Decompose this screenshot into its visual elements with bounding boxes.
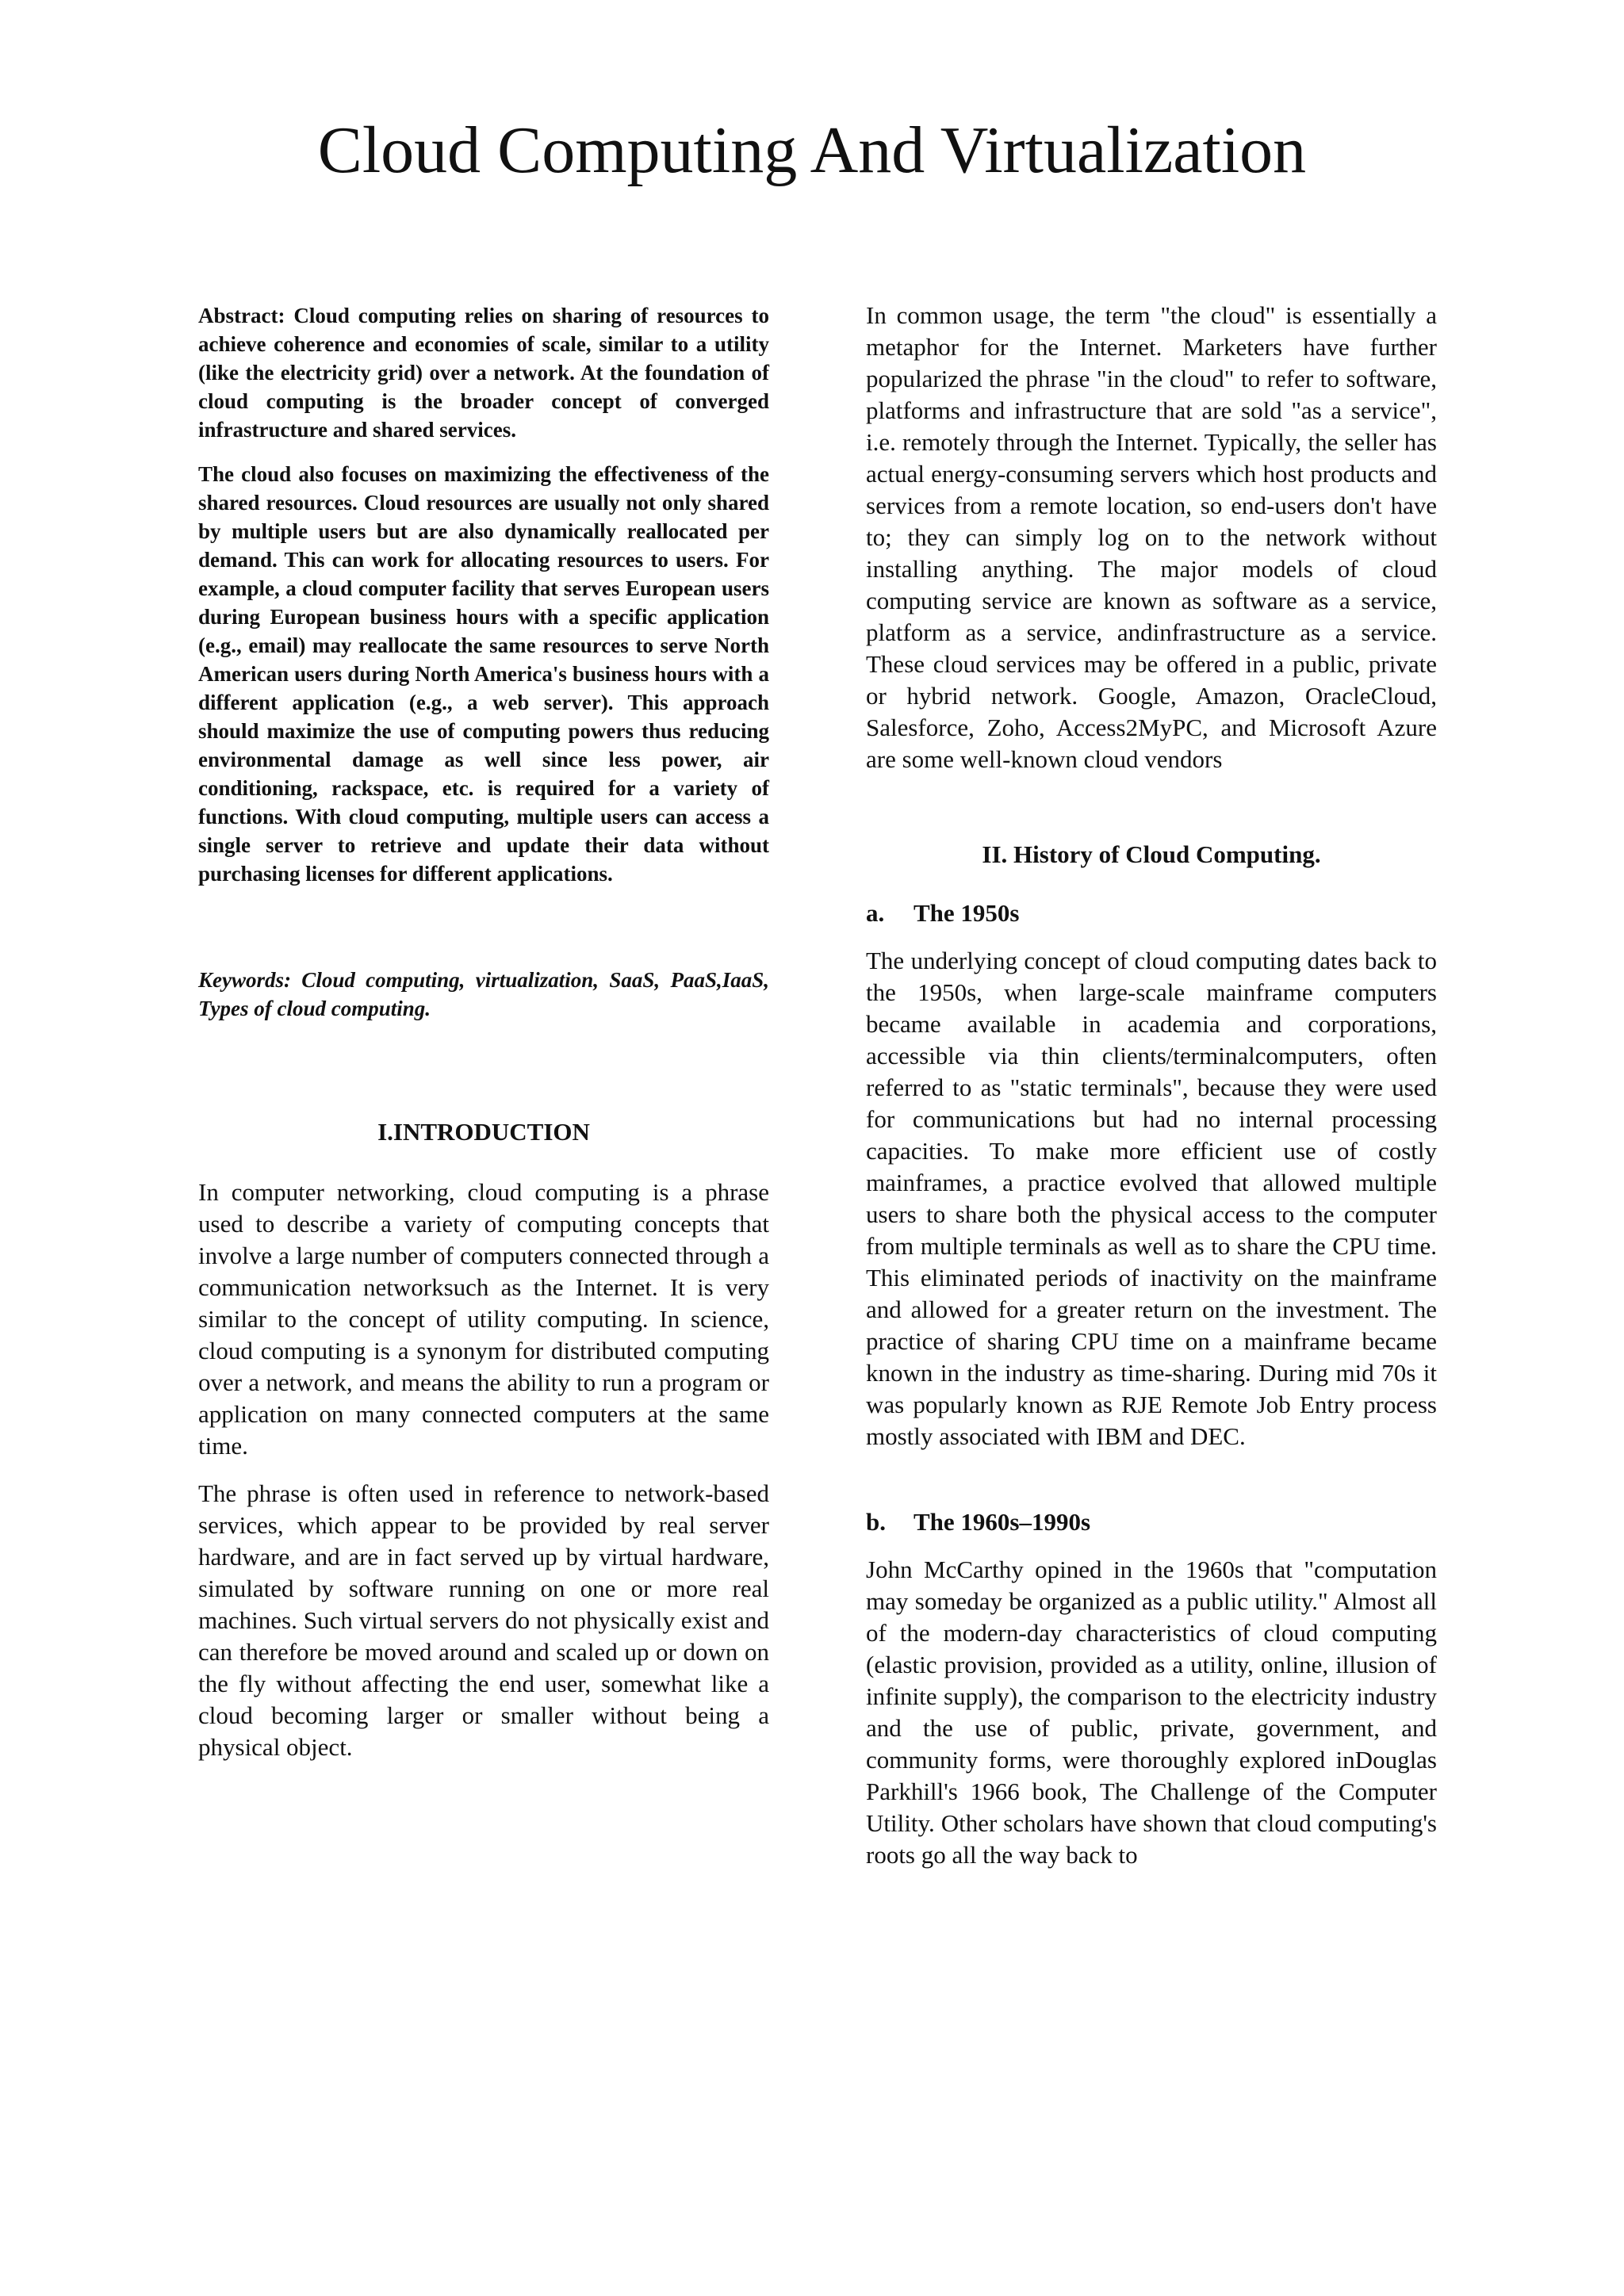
intro-paragraph: The phrase is often used in reference to network-based services, which appear to be provided by real server hardware, and are in fact served up by virtual hardware, simulated by software running on one or more real machines. Such virtual servers do not physically exist and can therefore be moved around and scaled up or down on the fly without affecting the end user, somewhat like a cloud becoming larger or smaller without being a physical object.	[198, 1479, 769, 1761]
section-heading-1950s	[866, 897, 1437, 929]
cloud-usage-paragraph: In common usage, the term "the cloud" is essentially a metaphor for the Internet. Marketers have further popularized the phrase "in the cloud" to refer to software, platforms and infrastructure that are sold "as a service", i.e. remotely through the Internet. Typically, the seller has actual energy-consuming servers which host products and services from a remote location, so end-users don't have to; they can simply log on to the network without installing anything. The major models of cloud computing service are known as software as a service, platform as a service, andinfrastructure as a service. These cloud services may be offered in a public, private or hybrid network. Google, Amazon, OracleCloud, Salesforce, Zoho, Access2MyPC, and Microsoft Azure are some well-known cloud vendors	[866, 301, 1437, 773]
abstract-paragraph: Abstract: Cloud computing relies on sharing of resources to achieve coherence and economies of scale, similar to a utility (like the electricity grid) over a network. At the foundation of cloud computing is the broader concept of converged infrastructure and shared services.	[198, 304, 769, 442]
keywords: Keywords: Cloud computing, virtualization, SaaS, PaaS,IaaS, Types of cloud computing.	[198, 968, 769, 1020]
abstract-paragraph: The cloud also focuses on maximizing the effectiveness of the shared resources. Cloud resources are usually not only shared by multiple users but are also dynamically reallocated per demand. This can work for allocating resources to users. For example, a cloud computer facility that serves European users during European business hours with a specific application (e.g., email) may reallocate the same resources to serve North American users during North America's business hours with a different application (e.g., a web server). This approach should maximize the use of computing powers thus reducing environmental damage as well since less power, air conditioning, rackspace, etc. is required for a variety of functions. With cloud computing, multiple users can access a single server to retrieve and update their data without purchasing licenses for different applications.	[198, 462, 769, 886]
history-1960s-paragraph: John McCarthy opined in the 1960s that "computation may someday be organized as a public utility." Almost all of the modern-day characteristics of cloud computing (elastic provision, provided as a utility, online, illusion of infinite supply), the comparison to the electricity industry and the use of public, private, government, and community forms, were thoroughly explored inDouglas Parkhill's 1966 book, The Challenge of the Computer Utility. Other scholars have shown that cloud computing's roots go all the way back to	[866, 1556, 1437, 1869]
history-1950s-paragraph: The underlying concept of cloud computing dates back to the 1950s, when large-scale mainframe computers became available in academia and corporations, accessible via thin clients/terminalcomputers, often referred to as "static terminals", because they were used for communications but had no internal processing capacities. To make more efficient use of costly mainframes, a practice evolved that allowed multiple users to share both the physical access to the computer from multiple terminals as well as to share the CPU time. This eliminated periods of inactivity on the mainframe and allowed for a greater return on the investment. The practice of sharing CPU time on a mainframe became known in the industry as time-sharing. During mid 70s it was popularly known as RJE Remote Job Entry process mostly associated with IBM and DEC.	[866, 947, 1437, 1450]
left-column	[198, 301, 769, 1779]
history-heading: II. History of Cloud Computing.	[982, 840, 1321, 868]
section-title: The 1960s–1990s	[914, 1508, 1091, 1536]
right-column	[866, 300, 1437, 1887]
introduction-heading: I.INTRODUCTION	[377, 1118, 590, 1146]
section-title: The 1950s	[914, 899, 1020, 927]
section-heading-1960s-1990s	[866, 1506, 1437, 1538]
section-marker: a.	[866, 899, 885, 927]
paper-title: Cloud Computing And Virtualization	[317, 113, 1307, 187]
intro-paragraph: In computer networking, cloud computing is a phrase used to describe a variety of computing concepts that involve a large number of computers connected through a communication networksuch as the Internet. It is very similar to the concept of utility computing. In science, cloud computing is a synonym for distributed computing over a network, and means the ability to run a program or application on many connected computers at the same time.	[198, 1178, 769, 1460]
abstract	[198, 301, 769, 888]
section-marker: b.	[866, 1508, 886, 1536]
